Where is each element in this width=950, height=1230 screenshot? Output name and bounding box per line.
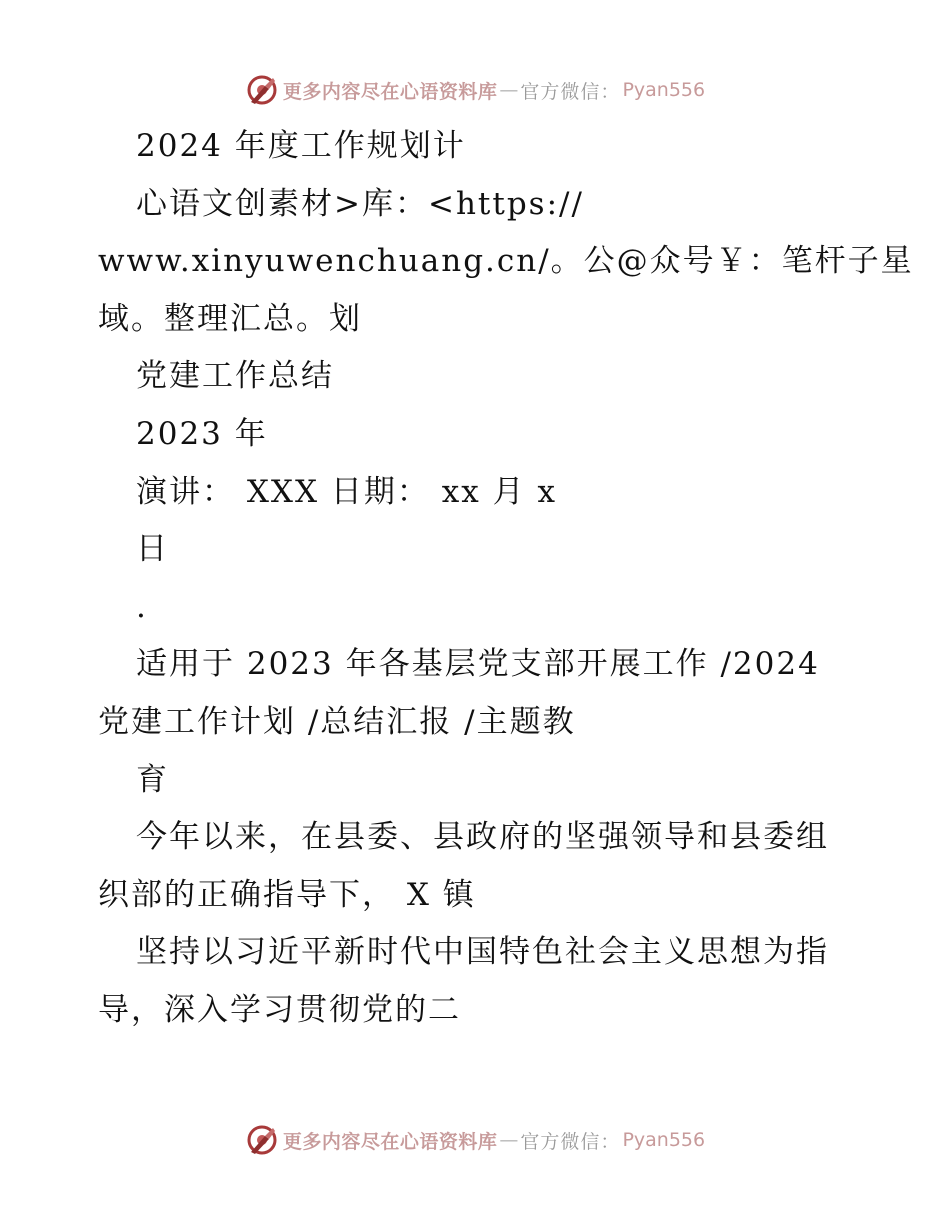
pen-nib-circle-icon [245,73,279,107]
document-line: 今年以来，在县委、县政府的坚强领导和县委组 [136,819,829,856]
document-line: 坚持以习近平新时代中国特色社会主义思想为指 [136,934,829,971]
watermark-separator: — [499,79,519,101]
document-line: 党建工作总结 [136,358,334,395]
watermark-wechat-id: Pyan556 [622,1129,706,1151]
watermark-separator: — [499,1129,519,1151]
watermark-main-text: 更多内容尽在心语资料库 [282,80,498,103]
document-line: 织部的正确指导下， X 镇 [98,876,476,913]
document-line: 2024 年度工作规划计 [136,128,466,164]
document-line: . [136,588,148,625]
watermark-header [0,70,950,110]
document-line: 演讲： XXX 日期： xx 月 x [136,473,557,510]
document-line: 日 [136,531,169,568]
document-line: www.xinyuwenchuang.cn/。公@众号￥：笔杆子星 [98,243,914,280]
document-line: 导，深入学习贯彻党的二 [98,991,461,1028]
document-line: 2023 年 [136,415,268,452]
document-line: 适用于 2023 年各基层党支部开展工作 /2024 [136,646,820,683]
watermark-official-label: 官方微信： [520,80,621,103]
document-line: 育 [136,761,169,798]
document-line: 党建工作计划 /总结汇报 /主题教 [98,703,576,740]
watermark-footer [0,1120,950,1160]
watermark-wechat-id: Pyan556 [622,79,706,101]
document-line: 域。整理汇总。划 [98,300,362,337]
document-body [98,118,914,1040]
document-line: 心语文创素材>库：<https:// [136,185,584,222]
pen-nib-circle-icon [245,1123,279,1157]
watermark-official-label: 官方微信： [520,1130,621,1153]
watermark-main-text: 更多内容尽在心语资料库 [282,1130,498,1153]
